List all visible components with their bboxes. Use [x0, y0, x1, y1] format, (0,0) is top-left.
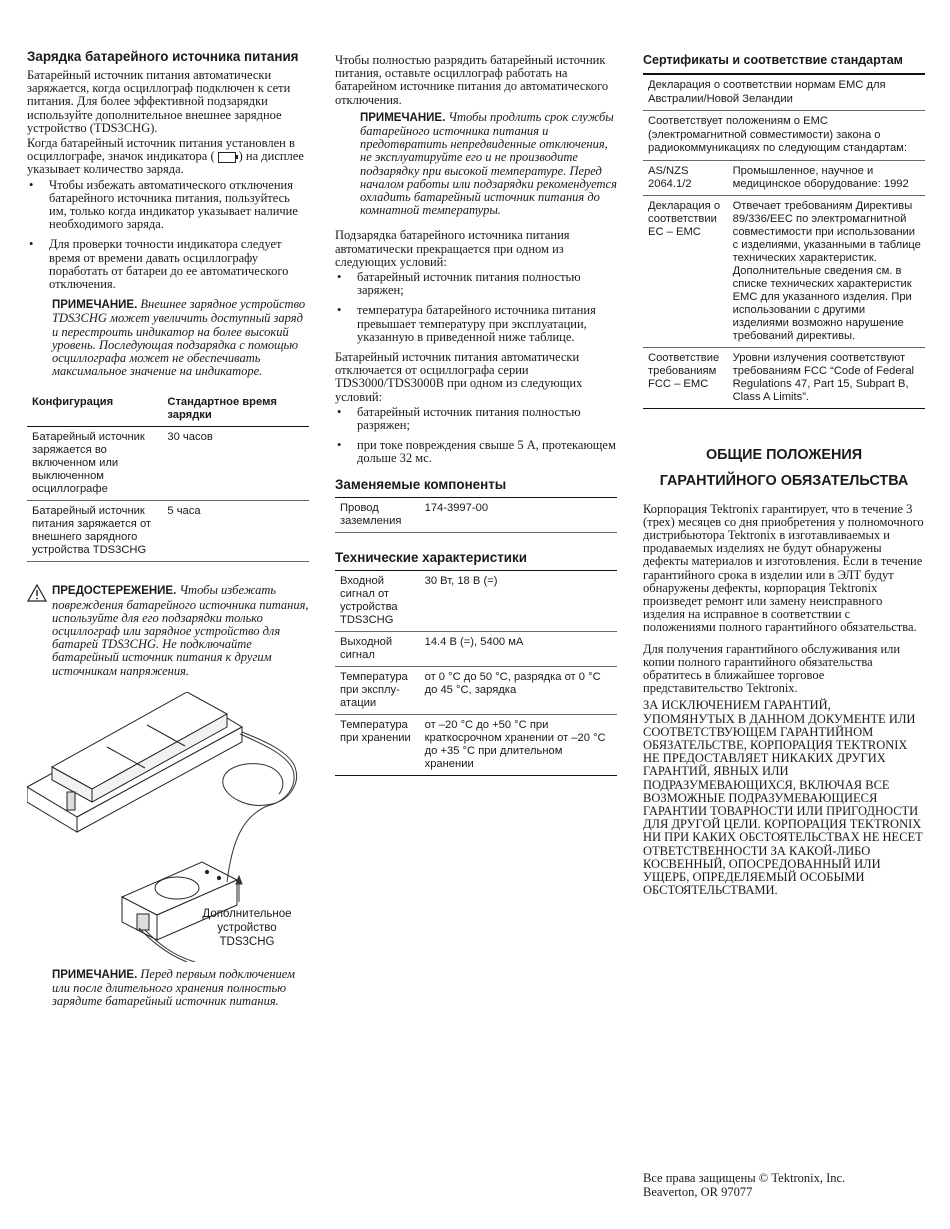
- table-cell: Провод заземления: [340, 501, 402, 527]
- table-cell: 30 Вт, 18 В (=): [424, 574, 498, 587]
- table-cell: AS/NZS 2064.1/2: [648, 164, 692, 190]
- note-text: Чтобы продлить срок службы батарейного источника питания и предотвратить непредвиденные отключения, не эксплуатируйте его и не производите подзарядку при высокой температуре. Перед началом работы или подзарядки рекомендуется охладить батарейный источник питания до комнатной температуры.: [360, 109, 617, 218]
- list-item: • батарейный источник питания полностью заряжен;: [335, 271, 617, 297]
- table-cell: Соответствие требованиям FCC – EMC: [648, 351, 720, 390]
- caution-text: Чтобы избежать повреждения батарейного источника питания, используйте для его подзарядки только осциллограф или зарядное устройство для батарей TDS3CHG. Не подключайте батарейный источник питания к другим источникам напряжения.: [52, 583, 309, 678]
- list-item: • при токе повреждения свыше 5 A, протекающем дольше 32 мс.: [335, 439, 617, 465]
- table-cell: от –20 °C до +50 °C при краткосрочном хранении от –20 °C до +35 °C при длительном хранении: [424, 718, 606, 770]
- note-label: ПРИМЕЧАНИЕ.: [360, 111, 446, 124]
- table-row: [27, 427, 309, 501]
- note-temperature: [360, 111, 617, 218]
- disconnect-paragraph: Батарейный источник питания автоматически отключается от осциллографа серии TDS3000/TDS3000B при одном из следующих условий:: [335, 350, 583, 404]
- table-cell: Входной сигнал от устройства TDS3CHG: [340, 574, 398, 626]
- column-3: [643, 48, 925, 899]
- warranty-title-line-2: ГАРАНТИЙНОГО ОБЯЗАТЕЛЬСТВА: [659, 472, 909, 489]
- figure-caption: Дополнительное устройство TDS3CHG: [202, 907, 292, 948]
- table-cell: Отвечает требованиям Директивы 89/336/EEC по электромагнитной совместимости при использовании с изделиями, указанными в таблице технических характеристик. Дополнительные сведения см. в списке технических характеристик EMC для указанного изделия. При использовании с другими изделиями возможно нарушение требований директивы.: [732, 199, 921, 342]
- charging-paragraph-2a: Когда батарейный источник питания установлен в осциллографе, значок индикатора (: [27, 136, 295, 164]
- disconnect-bullets: [335, 406, 617, 466]
- table-cell: 30 часов: [167, 431, 213, 444]
- table-cell: Промышленное, научное и медицинское оборудование: 1992: [732, 164, 909, 190]
- table-row: [643, 195, 925, 347]
- table-row: [335, 497, 617, 532]
- table-header: Конфигурация: [32, 396, 114, 409]
- caution-label: ПРЕДОСТЕРЕЖЕНИЕ.: [52, 585, 177, 598]
- address-line: Beaverton, OR 97077: [643, 1184, 753, 1199]
- table-cell: Батарейный источник питания заряжается от внешнего зарядного устройства TDS3CHG: [32, 505, 152, 557]
- recharge-stop-paragraph: Подзарядка батарейного источника питания автоматически прекращается при одном из следующих условий:: [335, 228, 570, 269]
- table-row: [335, 714, 617, 775]
- note-text: Внешнее зарядное устройство TDS3CHG может увеличить доступный заряд и перестроить индикатор на более высокий уровень. Последующая подзарядка с помощью осциллографа может не обеспечивать максимальное значение на индикаторе.: [52, 297, 306, 379]
- note-label: ПРИМЕЧАНИЕ.: [52, 968, 138, 981]
- note-text: Перед первым подключением или после длительного хранения полностью зарядите батарейный источник питания.: [52, 966, 295, 1009]
- table-cell: 5 часа: [167, 505, 201, 518]
- warranty-paragraph-1: Корпорация Tektronix гарантирует, что в течение 3 (трех) месяцев со дня приобретения у полномочного дистрибьютора Tektronix в изготавливаемых и продаваемых изделиях не будут обнаружены дефекты материалов и изготовления. Если в течение гарантийного срока в изделии или в ЭЛТ будут обнаружены дефекты, корпорация Tektronix произведет ремонт или замену неисправного изделия на исправное в соответствии с положениями полного гарантийного обязательства.: [643, 501, 924, 635]
- list-item: • температура батарейного источника питания превышает температуру при эксплуатации, указанную в приведенной ниже таблице.: [335, 304, 617, 344]
- table-row: [335, 666, 617, 714]
- recharge-stop-bullets: [335, 271, 617, 344]
- table-cell: 14.4 В (=), 5400 мА: [424, 635, 524, 648]
- certificates-heading: Сертификаты и соответствие стандартам: [643, 53, 903, 67]
- table-cell: Уровни излучения соответствуют требованиям FCC “Code of Federal Regulations 47, Part 15, Subpart B, Class A Limits”.: [732, 351, 915, 403]
- note-external-charger: [52, 298, 309, 378]
- table-row: [335, 631, 617, 666]
- note-label: ПРИМЕЧАНИЕ.: [52, 299, 138, 312]
- charging-bullets: [27, 179, 309, 292]
- table-cell: Температура при эксплу-атации: [340, 670, 408, 709]
- parts-heading: Заменяемые компоненты: [335, 476, 507, 492]
- table-cell: Батарейный источник заряжается во включенном или выключенном осциллографе: [32, 431, 145, 496]
- warranty-disclaimer: ЗА ИСКЛЮЧЕНИЕМ ГАРАНТИЙ, УПОМЯНУТЫХ В ДАННОМ ДОКУМЕНТЕ ИЛИ СООТВЕТСТВУЮЩЕМ ГАРАНТИЙНОМ ОБЯЗАТЕЛЬСТВЕ, КОРПОРАЦИЯ TEKTRONIX НЕ ПРЕДОСТАВЛЯЕТ НИКАКИХ ДРУГИХ ГАРАНТИЙ, ЯВНЫХ ИЛИ ПОДРАЗУМЕВАЮЩИХСЯ, ВКЛЮЧАЯ ВСЕ ВОЗМОЖНЫЕ ПОДРАЗУМЕВАЮЩИЕСЯ ГАРАНТИИ ТОВАРНОСТИ ИЛИ ПРИГОДНОСТИ ДЛЯ ДРУГОЙ ЦЕЛИ. КОРПОРАЦИЯ TEKTRONIX НИ ПРИ КАКИХ ОБСТОЯТЕЛЬСТВАХ НЕ НЕСЕТ ОТВЕТСТВЕННОСТИ ЗА КАКОЙ-ЛИБО КОСВЕННЫЙ, ОПОСРЕДОВАННЫЙ ИЛИ УЩЕРБ, ОПРЕДЕЛЯЕМЫЙ ОСОБЫМИ ОБСТОЯТЕЛЬСТВАМИ.: [643, 698, 923, 898]
- table-cell: Температура при хранении: [340, 718, 411, 744]
- table-cell: Декларация о соответствии EC – EMC: [648, 199, 721, 238]
- charger-illustration: [27, 692, 309, 962]
- declaration-australia: Декларация о соответствии нормам EMC для Австралии/Новой Зеландии: [643, 73, 925, 110]
- list-item: • Чтобы избежать автоматического отключения батарейного источника питания, пользуйтесь им, только когда индикатор указывает наличие необходимого заряда.: [27, 179, 309, 232]
- table-cell: Выходной сигнал: [340, 635, 393, 661]
- warning-triangle-icon: [27, 584, 47, 602]
- declaration-emc-standards: Соответствует положениям о EMC (электромагнитной совместимости) закона о радиокоммуникациях по следующим стандартам:: [643, 110, 925, 160]
- table-header-row: [27, 392, 309, 427]
- column-1: [27, 48, 309, 1019]
- charging-heading: Зарядка батарейного источника питания: [27, 49, 299, 64]
- caution-block: [27, 584, 309, 677]
- parts-table: [335, 497, 617, 533]
- battery-indicator-icon: [218, 152, 236, 163]
- list-item: • батарейный источник питания полностью разряжен;: [335, 406, 617, 432]
- copyright-line: Все права защищены © Tektronix, Inc.: [643, 1171, 846, 1185]
- table-row: [643, 160, 925, 195]
- warranty-paragraph-2: Для получения гарантийного обслуживания или копии полного гарантийного обязательства обратитесь в ближайшее торговое представительство Tektronix.: [643, 641, 901, 696]
- warranty-title-line-1: ОБЩИЕ ПОЛОЖЕНИЯ: [705, 446, 863, 463]
- table-row: [27, 501, 309, 562]
- charging-paragraph-2b: ) на дисплее указывает количество заряда.: [27, 149, 304, 177]
- table-cell: 174-3997-00: [424, 501, 489, 514]
- charge-time-table: [27, 392, 309, 562]
- list-item: • Для проверки точности индикатора следует время от времени давать осциллографу поработать от батареи до ее автоматического отключения.: [27, 238, 309, 291]
- warranty-title: [643, 445, 925, 491]
- copyright-footer: [643, 1172, 845, 1199]
- table-row: [335, 570, 617, 631]
- table-cell: от 0 °C до 50 °C, разрядка от 0 °C до 45 °C, зарядка: [424, 670, 601, 696]
- specs-heading: Технические характеристики: [335, 549, 527, 565]
- certificates-table: [643, 160, 925, 409]
- charging-paragraph-1: Батарейный источник питания автоматически заряжается, когда осциллограф подключен к сети питания. Для более эффективной подзарядки используйте дополнительное внешнее зарядное устройство (TDS3CHG).: [27, 68, 291, 135]
- specs-table: [335, 570, 617, 776]
- note-first-use: [52, 968, 309, 1009]
- table-row: [643, 347, 925, 408]
- charging-paragraph-2: [27, 137, 309, 177]
- table-header: Стандартное время зарядки: [167, 396, 277, 422]
- column-2: [335, 48, 617, 776]
- discharge-paragraph: Чтобы полностью разрядить батарейный источник питания, оставьте осциллограф работать на батарейном источнике питания до автоматического отключения.: [335, 53, 609, 107]
